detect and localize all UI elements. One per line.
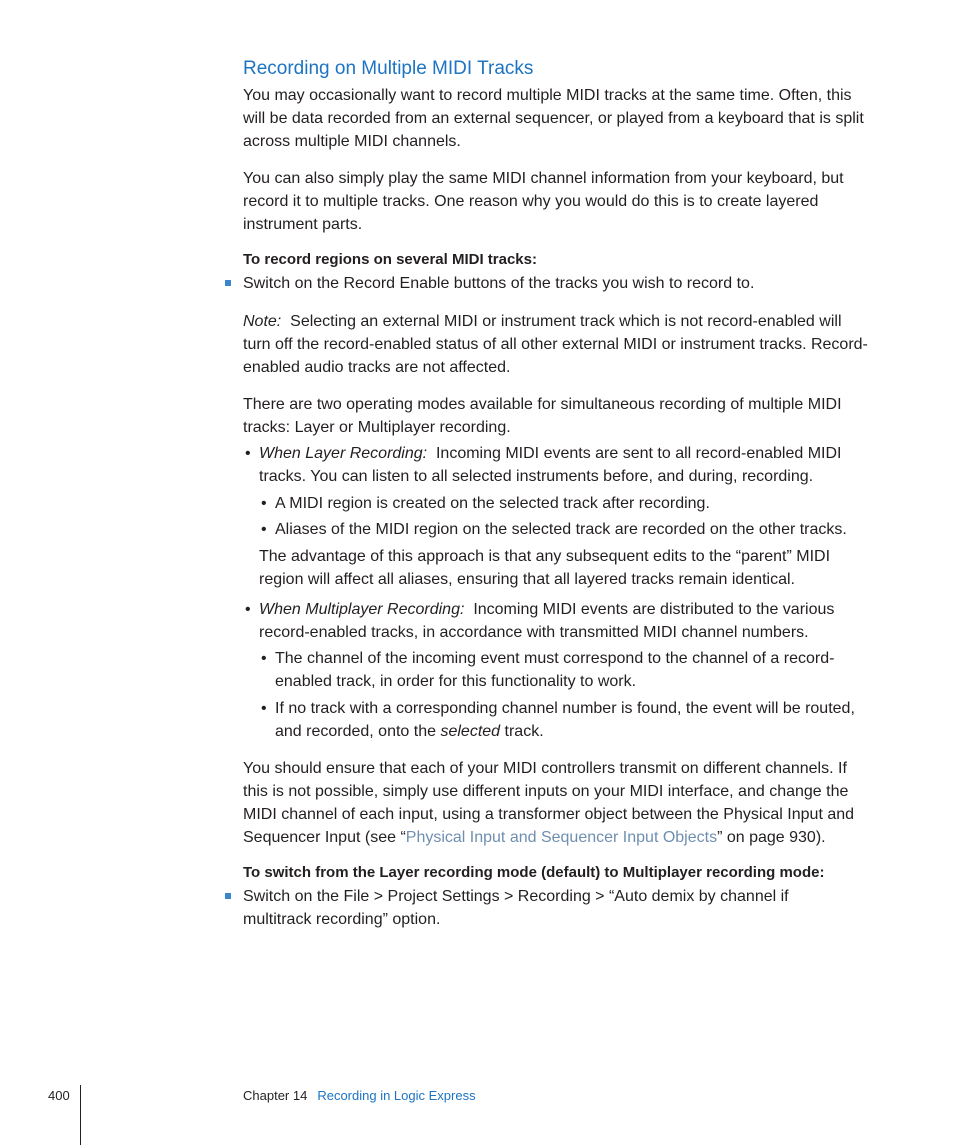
task-step-auto-demix: Switch on the File > Project Settings > Recording > “Auto demix by channel if multitrack recording” option. — [243, 888, 789, 928]
sub2-text-a: If no track with a corresponding channel number is found, the event will be routed, and recorded, onto the — [275, 700, 855, 740]
multiplayer-label: When Multiplayer Recording: — [259, 601, 465, 618]
multiplayer-text: Incoming MIDI events are distributed to the various record-enabled tracks, in accordance with transmitted MIDI channel numbers. — [259, 601, 835, 641]
layer-advantage: The advantage of this approach is that any subsequent edits to the “parent” MIDI region will affect all aliases, ensuring that all layered tracks remain identical. — [259, 548, 831, 588]
page-number: 400 — [48, 1088, 70, 1103]
ensure-paragraph — [243, 757, 873, 849]
layer-recording-item — [259, 442, 873, 488]
intro-paragraph-1: You may occasionally want to record multiple MIDI tracks at the same time. Often, this will be data recorded from an external sequencer, or played from a keyboard that is split across multiple MIDI channels. — [243, 87, 864, 150]
multiplayer-sub-item-2 — [275, 697, 873, 743]
multiplayer-sub-item-1: The channel of the incoming event must correspond to the channel of a record-enabled track, in order for this functionality to work. — [275, 650, 835, 690]
bullet-dot-icon: • — [261, 521, 267, 538]
note-paragraph — [243, 310, 873, 379]
task-title-record: To record regions on several MIDI tracks: — [243, 251, 537, 268]
bullet-dot-icon: • — [261, 650, 267, 667]
sub2-text-b: track. — [504, 723, 544, 740]
task-title-switch-mode: To switch from the Layer recording mode (default) to Multiplayer recording mode: — [243, 864, 825, 881]
modes-intro: There are two operating modes available for simultaneous recording of multiple MIDI tracks: Layer or Multiplayer recording. — [243, 396, 842, 436]
layer-text: Incoming MIDI events are sent to all record-enabled MIDI tracks. You can listen to all selected instruments before, and during, recording. — [259, 445, 842, 485]
layer-sub-item-1: A MIDI region is created on the selected track after recording. — [275, 495, 710, 512]
note-label: Note: — [243, 313, 282, 330]
chapter-section-link[interactable]: Recording in Logic Express — [317, 1088, 476, 1103]
section-heading: Recording on Multiple MIDI Tracks — [243, 58, 534, 79]
note-text: Selecting an external MIDI or instrument track which is not record-enabled will turn off the record-enabled status of all other external MIDI or instrument tracks. Record-enabled audio tracks are not affected. — [243, 313, 868, 376]
ensure-text-a: You should ensure that each of your MIDI controllers transmit on different channels. If this is not possible, simply use different inputs on your MIDI interface, and change the MIDI channel of each input, using a transformer object between the Physical Input and Sequencer Input (see “ — [243, 760, 855, 846]
bullet-dot-icon: • — [261, 495, 267, 512]
bullet-dot-icon: • — [245, 601, 251, 618]
bullet-dot-icon: • — [245, 445, 251, 462]
task-step-record-enable: Switch on the Record Enable buttons of the tracks you wish to record to. — [243, 275, 755, 292]
footer-divider — [80, 1085, 81, 1145]
square-bullet-icon — [225, 280, 231, 286]
chapter-label: Chapter 14 — [243, 1088, 308, 1103]
layer-label: When Layer Recording: — [259, 445, 428, 462]
ensure-text-b: ” on page 930). — [717, 829, 826, 846]
multiplayer-recording-item — [259, 598, 873, 644]
cross-reference-link[interactable]: Physical Input and Sequencer Input Objects — [405, 829, 718, 846]
bullet-dot-icon: • — [261, 700, 267, 717]
intro-paragraph-2: You can also simply play the same MIDI channel information from your keyboard, but record it to multiple tracks. One reason why you would do this is to create layered instrument parts. — [243, 170, 844, 233]
layer-sub-item-2: Aliases of the MIDI region on the selected track are recorded on the other tracks. — [275, 521, 847, 538]
sub2-emphasis: selected — [440, 723, 501, 740]
square-bullet-icon — [225, 893, 231, 899]
footer-chapter — [243, 1088, 476, 1103]
